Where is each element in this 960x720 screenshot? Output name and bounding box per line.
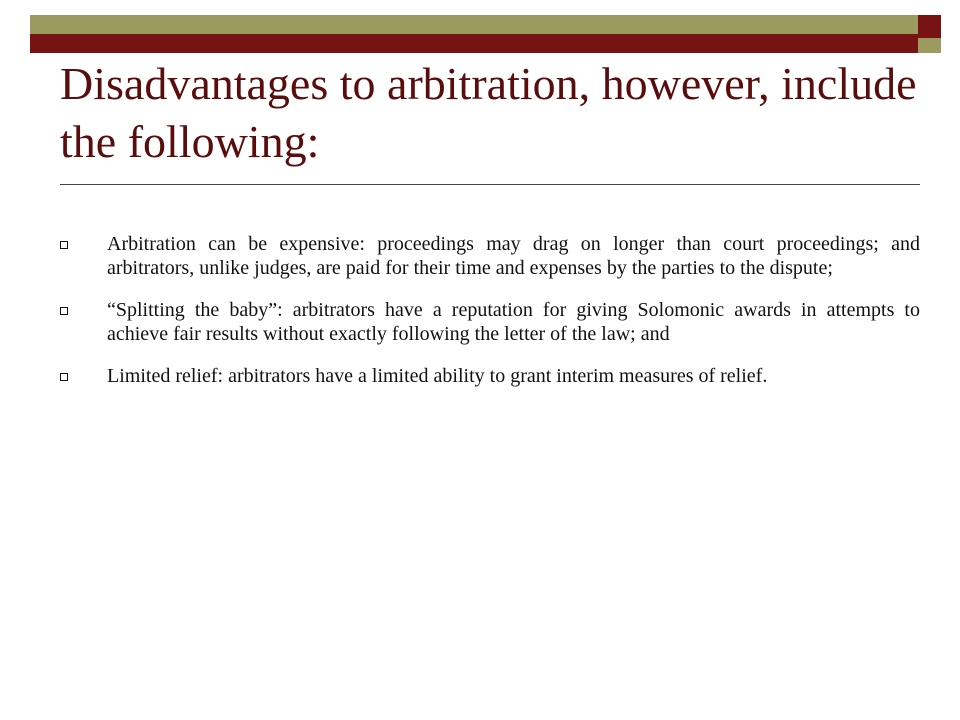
decorative-olive-bar xyxy=(30,15,918,34)
title-divider xyxy=(60,184,920,185)
bullet-item xyxy=(60,232,920,280)
bullet-item xyxy=(60,364,920,388)
bullet-text: Limited relief: arbitrators have a limited ability to grant interim measures of relief. xyxy=(107,365,768,387)
slide-title: Disadvantages to arbitration, however, include the following: xyxy=(60,58,917,167)
decorative-maroon-square xyxy=(918,15,941,38)
hollow-square-bullet-icon xyxy=(60,241,68,249)
hollow-square-bullet-icon xyxy=(60,307,68,315)
decorative-olive-square xyxy=(918,38,941,53)
bullet-text: Arbitration can be expensive: proceedings may drag on longer than court proceedings; and arbitrators, unlike judges, are paid for their time and expenses by the parties to the dispute; xyxy=(107,233,920,279)
bullet-list xyxy=(60,232,920,406)
hollow-square-bullet-icon xyxy=(60,373,68,381)
bullet-item xyxy=(60,298,920,346)
bullet-text: “Splitting the baby”: arbitrators have a reputation for giving Solomonic awards in attempts to achieve fair results without exactly following the letter of the law; and xyxy=(107,299,920,345)
decorative-maroon-bar xyxy=(30,34,918,53)
